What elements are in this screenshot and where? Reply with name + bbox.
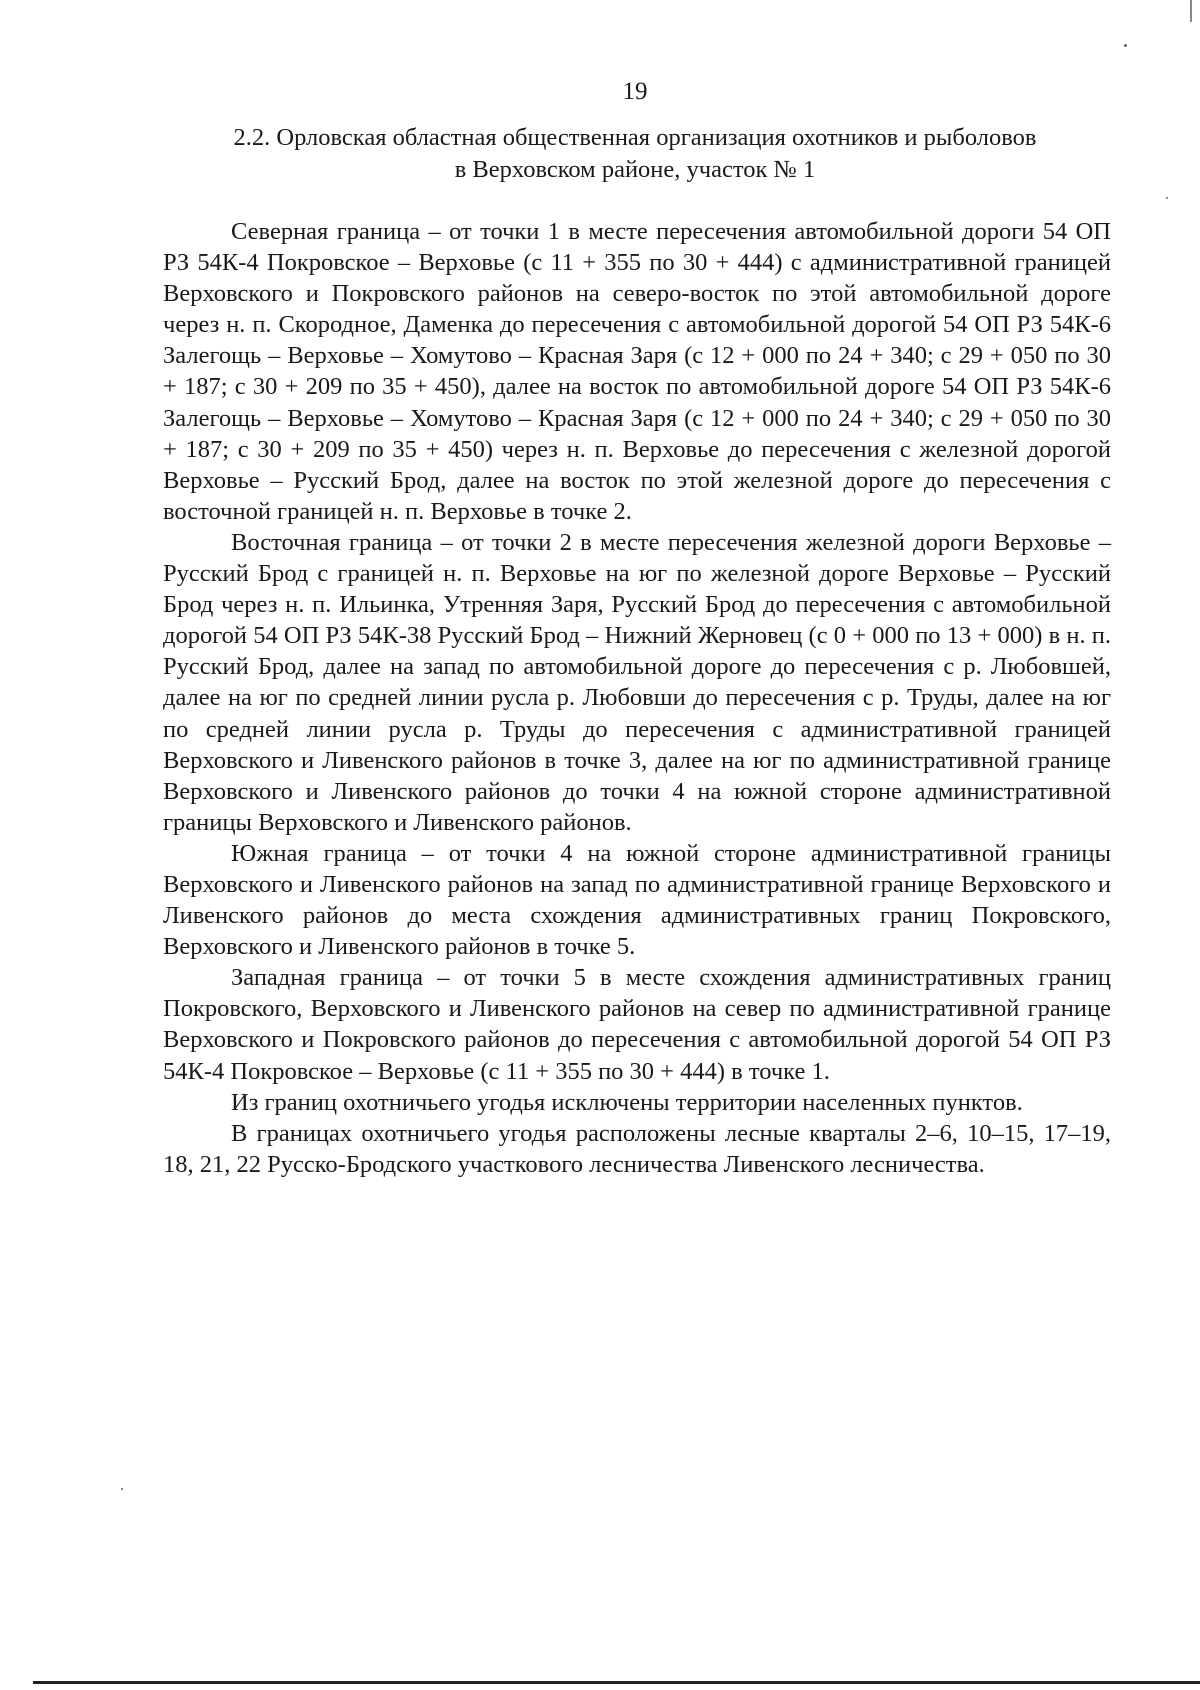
paragraph-west-boundary: Западная граница – от точки 5 в месте схождения административных границ Покровского, Верховского и Ливенского районов на север по административной границе Верховского и Покровского районов до пересечения с автомобильной дорогой 54 ОП РЗ 54К-4 Покровское – Верховье (с 11 + 355 по 30 + 444) в точке 1. (163, 964, 1111, 1085)
section-heading-line-1: 2.2. Орловская областная общественная организация охотников и рыболовов (233, 124, 1037, 151)
paragraph-south-boundary: Южная граница – от точки 4 на южной стороне административной границы Верховского и Ливенского районов на запад по административной границе Верховского и Ливенского районов до места схождения административных границ Покровского, Верховского и Ливенского районов в точке 5. (163, 839, 1111, 961)
scan-speck (121, 1488, 123, 1490)
page-number: 19 (622, 78, 648, 105)
document-body (163, 216, 1111, 1180)
bottom-edge-line (33, 1681, 1200, 1684)
paragraph-east-boundary: Восточная граница – от точки 2 в месте пересечения железной дороги Верховье – Русский Брод с границей н. п. Верховье на юг по железной дороге Верховье – Русский Брод через н. п. Ильинка, Утренняя Заря, Русский Брод до пересечения с автомобильной дорогой 54 ОП РЗ 54К-38 Русский Брод – Нижний Жерновец (с 0 + 000 по 13 + 000) в н. п. Русский Брод, далее на запад по автомобильной дороге до пересечения с р. Любовшей, далее на юг по средней линии русла р. Любовши до пересечения с р. Труды, далее на юг по средней линии русла р. Труды до пересечения с административной границей Верховского и Ливенского районов в точке 3, далее на юг по административной границе Верховского и Ливенского районов до точки 4 на южной стороне административной границы Верховского и Ливенского районов. (163, 528, 1111, 836)
scan-speck (1166, 197, 1168, 199)
paragraph-forest-quarters: В границах охотничьего угодья расположены лесные кварталы 2–6, 10–15, 17–19, 18, 21, 22 Русско-Бродского участкового лесничества Ливенского лесничества. (163, 1119, 1111, 1178)
scan-speck (1124, 44, 1127, 47)
paragraph-exclusions: Из границ охотничьего угодья исключены территории населенных пунктов. (231, 1088, 1023, 1116)
section-heading (150, 122, 1120, 186)
scan-edge-mark (1190, 0, 1192, 22)
paragraph-north-boundary: Северная граница – от точки 1 в месте пересечения автомобильной дороги 54 ОП РЗ 54К-4 Покровское – Верховье (с 11 + 355 по 30 + 444) с административной границей Верховского и Покровского районов на северо-восток по этой автомобильной дороге через н. п. Скородное, Даменка до пересечения с автомобильной дорогой 54 ОП РЗ 54К-6 Залегощь – Верховье – Хомутово – Красная Заря (с 12 + 000 по 24 + 340; с 29 + 050 по 30 + 187; с 30 + 209 по 35 + 450), далее на восток по автомобильной дороге 54 ОП РЗ 54К-6 Залегощь – Верховье – Хомутово – Красная Заря (с 12 + 000 по 24 + 340; с 29 + 050 по 30 + 187; с 30 + 209 по 35 + 450) через н. п. Верховье до пересечения с железной дорогой Верховье – Русский Брод, далее на восток по этой железной дороге до пересечения с восточной границей н. п. Верховье в точке 2. (163, 218, 1111, 525)
section-heading-line-2: в Верховском районе, участок № 1 (454, 156, 816, 183)
